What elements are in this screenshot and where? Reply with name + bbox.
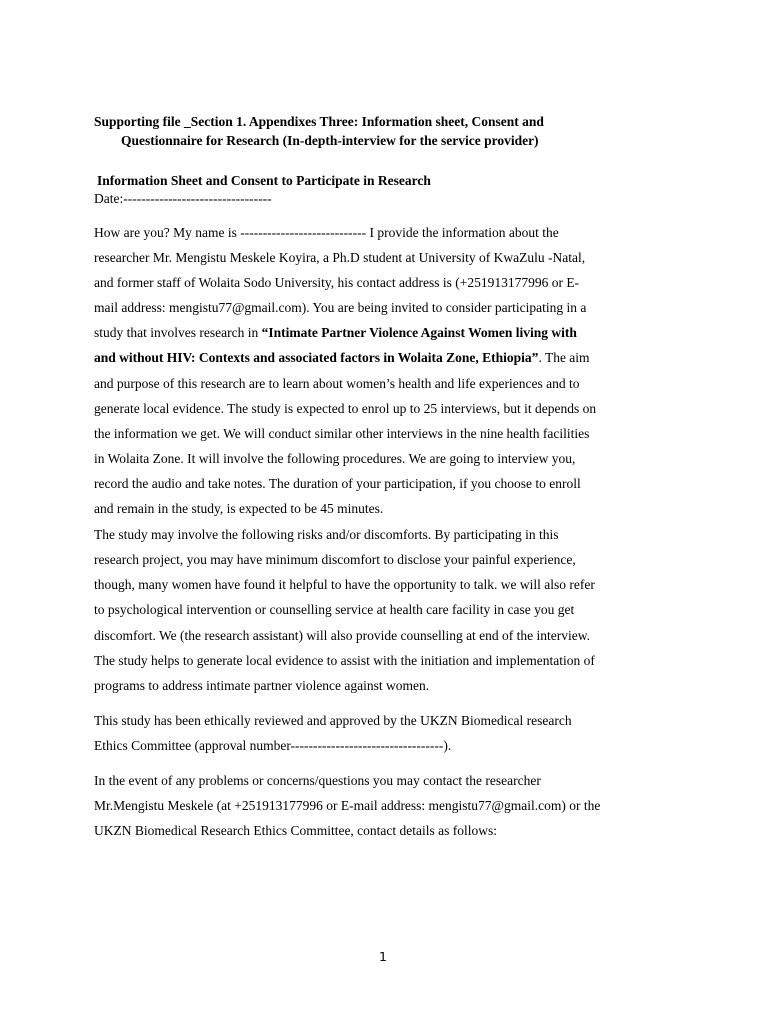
para1-line: in Wolaita Zone. It will involve the following procedures. We are going to interview you, — [94, 451, 576, 466]
para2-line: programs to address intimate partner violence against women. — [94, 678, 430, 693]
para4-line: In the event of any problems or concerns/questions you may contact the researcher — [94, 773, 541, 788]
para1-line: and former staff of Wolaita Sodo University, his contact address is (+251913177996 or E- — [94, 275, 580, 290]
para1-line — [94, 324, 577, 342]
study-title-part-1: “Intimate Partner Violence Against Women living with — [261, 325, 577, 340]
para1-line: mail address: mengistu77@gmail.com). You are being invited to consider participating in a — [94, 300, 587, 315]
para1-line6-text: . The aim — [538, 350, 590, 365]
para1-line: generate local evidence. The study is expected to enrol up to 25 interviews, but it depends on — [94, 401, 597, 416]
para2-line: research project, you may have minimum discomfort to disclose your painful experience, — [94, 552, 576, 567]
para1-line — [94, 349, 590, 367]
section-sub-heading: Information Sheet and Consent to Participate in Research — [97, 173, 431, 188]
document-heading — [94, 112, 654, 150]
para2-line: though, many women have found it helpful to have the opportunity to talk. we will also refer — [94, 577, 595, 592]
para1-line: record the audio and take notes. The duration of your participation, if you choose to enroll — [94, 476, 581, 491]
heading-line-1: Supporting file _Section 1. Appendixes Three: Information sheet, Consent and — [94, 114, 544, 129]
para1-line: researcher Mr. Mengistu Meskele Koyira, a Ph.D student at University of KwaZulu -Natal, — [94, 250, 586, 265]
study-title-part-2: and without HIV: Contexts and associated factors in Wolaita Zone, Ethiopia” — [94, 350, 539, 365]
para2-line: discomfort. We (the research assistant) will also provide counselling at end of the interview. — [94, 628, 591, 643]
page-number: 1 — [379, 949, 387, 964]
para1-line: and remain in the study, is expected to be 45 minutes. — [94, 501, 384, 516]
date-line: Date:--------------------------------- — [94, 191, 272, 206]
para4-line: UKZN Biomedical Research Ethics Committee, contact details as follows: — [94, 823, 498, 838]
para2-line: The study helps to generate local evidence to assist with the initiation and implementation of — [94, 653, 595, 668]
heading-line-2: Questionnaire for Research (In-depth-interview for the service provider) — [121, 133, 539, 148]
para2-line: The study may involve the following risks and/or discomforts. By participating in this — [94, 527, 559, 542]
para1-line: How are you? My name is ---------------------------- I provide the information about the — [94, 225, 559, 240]
para2-line: to psychological intervention or counselling service at health care facility in case you get — [94, 602, 575, 617]
para1-line: and purpose of this research are to learn about women’s health and life experiences and to — [94, 376, 580, 391]
para4-line: Mr.Mengistu Meskele (at +251913177996 or E-mail address: mengistu77@gmail.com) or the — [94, 798, 601, 813]
para3-line: This study has been ethically reviewed and approved by the UKZN Biomedical research — [94, 713, 572, 728]
para1-line5-text: study that involves research in — [94, 325, 262, 340]
para1-line: the information we get. We will conduct similar other interviews in the nine health facilities — [94, 426, 590, 441]
para3-line: Ethics Committee (approval number----------------------------------). — [94, 738, 452, 753]
